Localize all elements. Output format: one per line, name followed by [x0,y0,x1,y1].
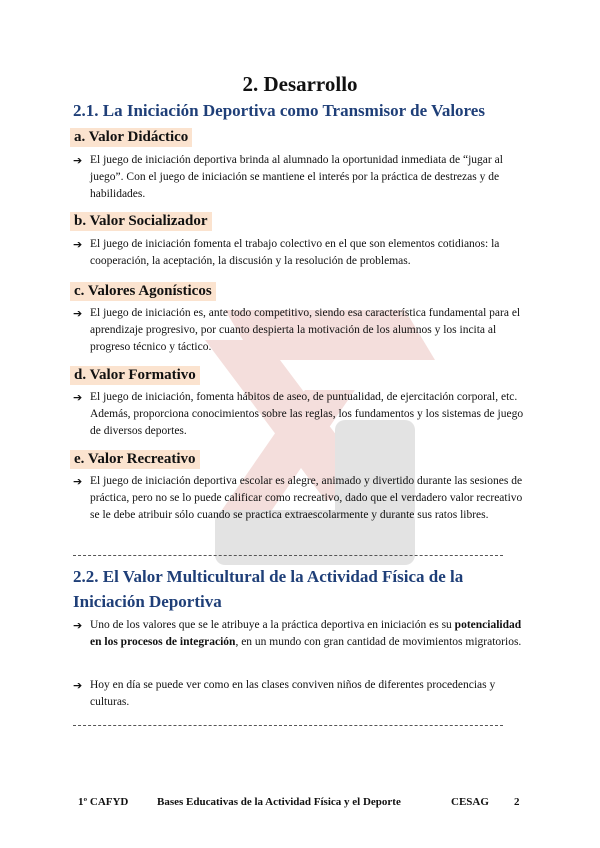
list-item: ➔ El juego de iniciación es, ante todo competitivo, siendo esa característica fundamental para el aprendizaje progresivo, por cuanto despierta la motivación de los alumnos y los incita al progreso técnico y táctico. [73,307,521,353]
page-number: 2 [514,796,520,808]
subsection-heading-a: a. Valor Didáctico [70,128,192,147]
subsection-heading-e: e. Valor Recreativo [70,450,200,469]
footer-org: CESAG [451,796,489,808]
dashed-divider [73,725,503,726]
section-heading-2-line2: Iniciación Deportiva [73,592,222,611]
arrow-bullet-icon: ➔ [73,307,83,320]
footer-course: 1º CAFYD [78,796,129,808]
dashed-divider [73,555,503,556]
arrow-bullet-icon: ➔ [73,391,83,404]
bold-phrase: potencialidad en los procesos de integración [90,619,522,648]
footer-subject: Bases Educativas de la Actividad Física y el Deporte [157,796,401,808]
arrow-bullet-icon: ➔ [73,475,83,488]
arrow-bullet-icon: ➔ [73,154,83,167]
subsection-heading-d: d. Valor Formativo [70,366,200,385]
subsection-heading-b: b. Valor Socializador [70,212,212,231]
list-item: ➔ El juego de iniciación fomenta el trabajo colectivo en el que son elementos cotidianos: la cooperación, la aceptación, la discusión y la resolución de problemas. [73,238,500,267]
subsection-heading-c: c. Valores Agonísticos [70,282,216,301]
arrow-bullet-icon: ➔ [73,679,83,692]
list-item: ➔ El juego de iniciación deportiva escolar es alegre, animado y divertido durante las sesiones de práctica, pero no se lo puede calificar como recreativo, dado que el verdadero valor recreativo se le debe atribuir sólo cuando se practica extraescolarmente y durante sus ratos libres. [73,475,523,521]
page-title: 2. Desarrollo [242,72,358,96]
arrow-bullet-icon: ➔ [73,619,83,632]
list-item: ➔ Hoy en día se puede ver como en las clases conviven niños de diferentes procedencias y culturas. [73,679,496,708]
section-heading-1: 2.1. La Iniciación Deportiva como Transmisor de Valores [73,101,485,120]
list-item: ➔ El juego de iniciación deportiva brinda al alumnado la oportunidad inmediata de “jugar al juego”. Con el juego de iniciación se mantiene el interés por la práctica de destrezas y de habilidades. [73,154,503,200]
list-item: ➔ Uno de los valores que se le atribuye a la práctica deportiva en iniciación es su potencialidad en los procesos de integración, en un mundo con gran cantidad de movimientos migratorios. [73,619,522,648]
list-item: ➔ El juego de iniciación, fomenta hábitos de aseo, de puntualidad, de ejercitación corporal, etc. Además, proporciona conocimientos sobre las reglas, los fundamentos y los sistemas de juego de diversos deportes. [73,391,524,437]
section-heading-2-line1: 2.2. El Valor Multicultural de la Actividad Física de la [73,567,464,586]
arrow-bullet-icon: ➔ [73,238,83,251]
